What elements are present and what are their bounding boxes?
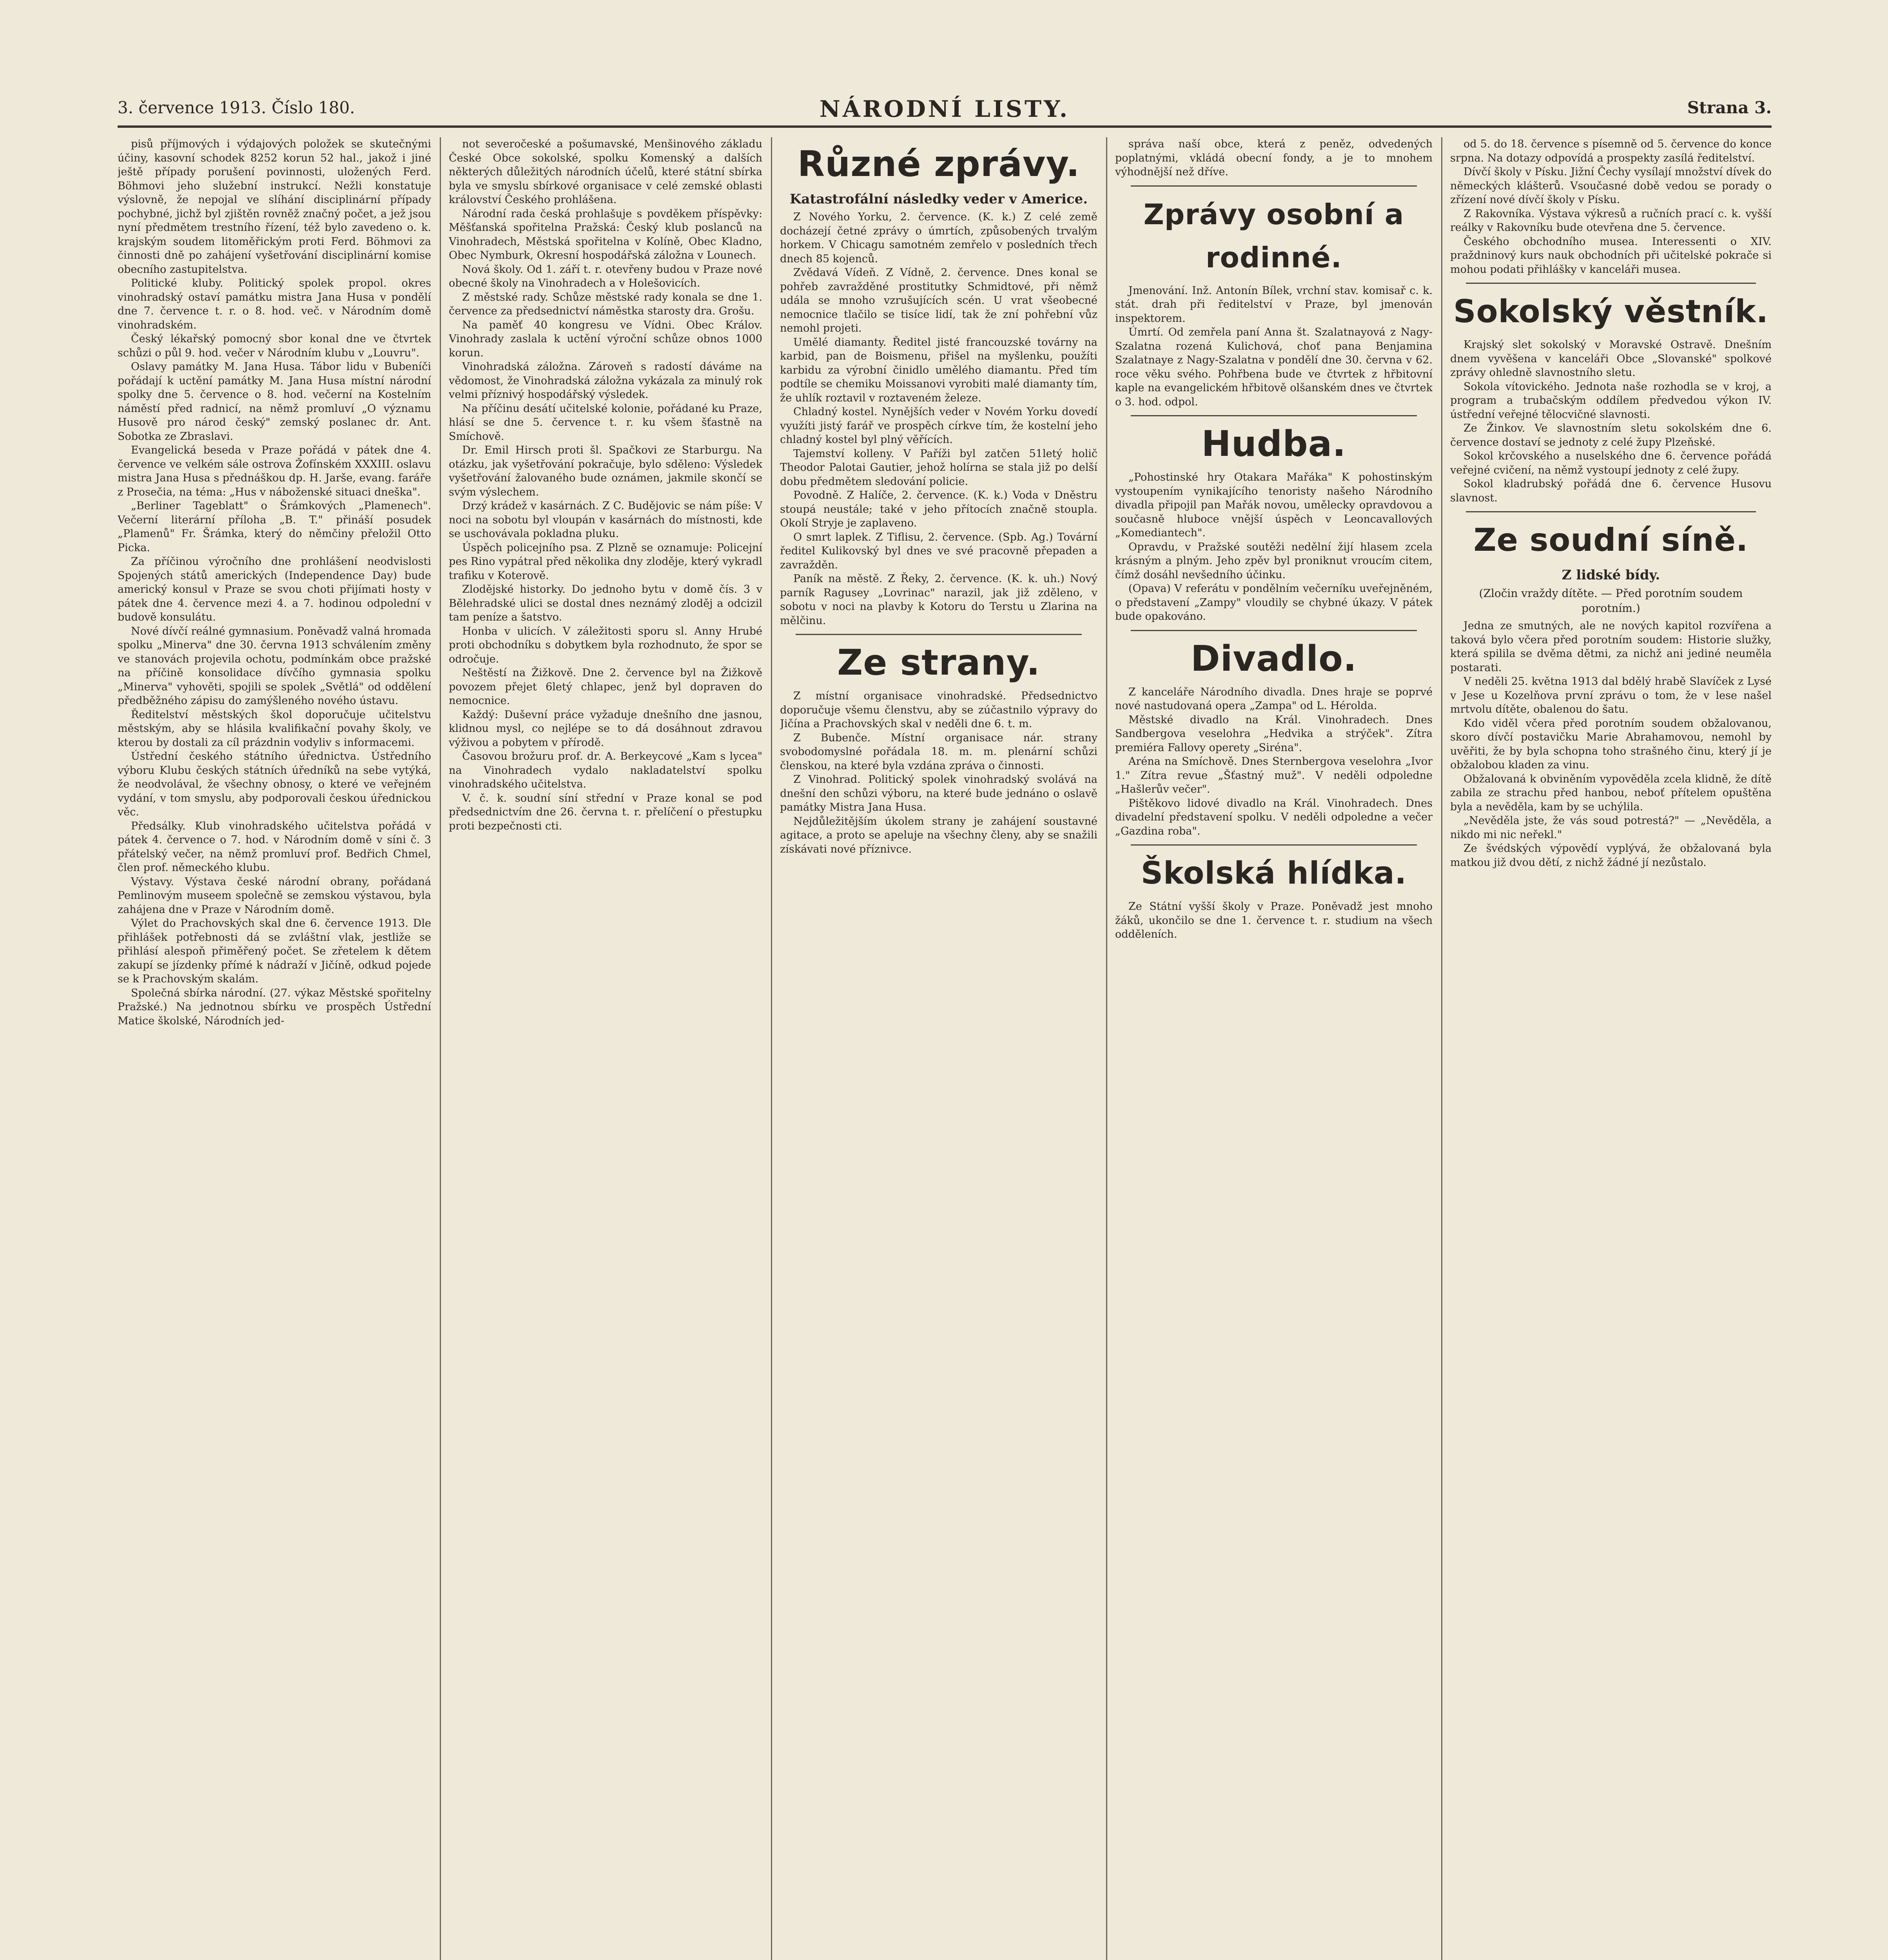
article-paragraph: Oslavy památky M. Jana Husa. Tábor lidu v Bubeníči pořádají k uctění památky M. Jana Husa místní národní spolky dne 5. července o 8. hod. večerní na Kostelním náměstí před radnicí, na němž promluví „O významu Husově pro národ český" zemský poslanec dr. Ant. Sobotka ze Zbraslavi. <box>118 361 431 443</box>
article-paragraph: Honba v ulicích. V záležitosti sporu sl. Anny Hrubé proti obchodníku s dobytkem byla rozhodnuto, že spor se odročuje. <box>449 625 762 665</box>
article-paragraph: Nejdůležitějším úkolem strany je zahájení soustavné agitace, a proto se apeluje na všechny členy, aby se snažili získávati nové příznivce. <box>780 815 1097 855</box>
article-paragraph: Každý: Duševní práce vyžaduje dnešního dne jasnou, klidnou mysl, co nejlépe se to dá dosáhnout zdravou výživou a pobytem v přírodě. <box>449 708 762 749</box>
article-paragraph: Národní rada česká prohlašuje s povděkem příspěvky: Měšťanská spořitelna Pražská: Český klub poslanců na Vinohradech, Městská spořitelna v Kolíně, Obec Kladno, Obec Nymburk, Okresní hospodářská záložna v Lounech. <box>449 207 762 261</box>
article-paragraph: Drzý krádež v kasárnách. Z C. Budějovic se nám píše: V noci na sobotu byl vloupán v kasárnách do místnosti, kde se uschovávala pokladna pluku. <box>449 500 762 540</box>
article-paragraph: Z Nového Yorku, 2. července. (K. k.) Z celé země docházejí četné zprávy o úmrtích, způsobených trvalým horkem. V Chicagu samotném zemřelo v posledních třech dnech 85 kojenců. <box>780 211 1097 265</box>
article-paragraph: Opravdu, v Pražské soutěži nedělní žijí hlasem zcela krásným a plným. Jeho zpěv byl proniknut vroucím citem, čímž dosáhl nevšedního účinku. <box>1115 541 1433 581</box>
section-heading-hudba: Hudba. <box>1201 423 1346 465</box>
section-divider <box>1131 415 1417 416</box>
article-paragraph: Z kanceláře Národního divadla. Dnes hraje se poprvé nové nastudovaná opera „Zampa" od L. Hérolda. <box>1115 686 1433 712</box>
article-paragraph: Obžalovaná k obviněním vypověděla zcela klidně, že dítě zabila ze strachu před hanbou, neboť přítelem opuštěna byla a nevěděla, kam by se uchýlila. <box>1450 773 1772 813</box>
article-paragraph: Chladný kostel. Nynějších veder v Novém Yorku dovedí využíti jistý farář ve prospěch církve tím, že kostelní jeho chladný kostel byl plný věřících. <box>780 406 1097 446</box>
article-paragraph: Evangelická beseda v Praze pořádá v pátek dne 4. července ve velkém sále ostrova Žofínském XXXIII. oslavu mistra Jana Husa s přednáškou dp. H. Jarše, evang. faráře z Prosečia, na téma: „Hus v náboženské situaci dneška". <box>118 444 431 498</box>
article-paragraph: Zlodějské historky. Do jednoho bytu v domě čís. 3 v Bělehradské ulici se dostal dnes neznámý zloděj a odcizil tam peníze a šatstvo. <box>449 583 762 623</box>
section-divider <box>796 634 1082 635</box>
column-divider <box>440 137 441 1960</box>
article-paragraph: Politické kluby. Politický spolek propol. okres vinohradský ostaví památku mistra Jana Husa v pondělí dne 7. července t. r. o 8. hod. več. v Národním domě vinohradském. <box>118 277 431 331</box>
article-paragraph: Z Rakovníka. Výstava výkresů a ručních prací c. k. vyšší reálky v Rakovníku bude otevřena dne 5. července. <box>1450 207 1772 234</box>
article-paragraph: Zvědavá Vídeň. Z Vídně, 2. července. Dnes konal se pohřeb zavražděné prostitutky Schmidtové, při němž udála se mnoho vzrušujících scén. U vrat všeobecné nemocnice tlačilo se tisíce lidí, tak že zní pohřební vůz nemohl projeti. <box>780 267 1097 334</box>
column-divider <box>1441 137 1442 1960</box>
article-paragraph: Z místní organisace vinohradské. Předsednictvo doporučuje všemu členstvu, aby se zúčastnilo výpravy do Jičína a Prachovských skal v neděli dne 6. t. m. <box>780 690 1097 730</box>
article-paragraph: Nové dívčí reálné gymnasium. Poněvadž valná hromada spolku „Minerva" dne 30. června 1913 schválením změny ve stanovách projevila ochotu, podmínkám obce pražské na příčině konsolidace dívčího gymnasia spolku „Minerva" vyhověti, spojili se spolek „Světlá" od oddělení předběžného zápisu do zamýšleného nového ústavu. <box>118 625 431 707</box>
article-paragraph: Pištěkovo lidové divadlo na Král. Vinohradech. Dnes divadelní představení spolku. V neděli odpoledne a večer „Gazdina roba". <box>1115 797 1433 837</box>
section-heading-skolska-hlidka: Školská hlídka. <box>1141 856 1407 891</box>
article-paragraph: správa naší obce, která z peněz, odvedených poplatnými, vkládá obecní fondy, a je to mnohem výhodnější než dříve. <box>1115 138 1433 178</box>
article-paragraph: pisů příjmových i výdajových položek se skutečnými účiny, kasovní schodek 8252 korun 52 hal., jakož i jiné ještě případy porušení povinnosti, uložených Ferd. Böhmovi jeho služební instrukcí. Nežli konstatuje výslovně, že nepojal ve slíhání disciplinární případy pochybné, jichž byl zjištěn rovněž značný počet, a jež jsou nyní předmětem trestního řízení, též bylo zavedeno o. k. krajským soudem litoměřickým proti Ferd. Böhmovi za činnosti dně po zahájení vyšetřování disciplinární komise obecního zastupitelstva. <box>118 138 431 276</box>
article-paragraph: Ze Žinkov. Ve slavnostním sletu sokolském dne 6. července dostaví se jednoty z celé župy Plzeňské. <box>1450 422 1772 448</box>
article-paragraph: Povodně. Z Halíče, 2. července. (K. k.) Voda v Dněstru stoupá neustále; také v jeho přítocích značně stoupla. Okolí Stryje je zaplaveno. <box>780 489 1097 529</box>
article-paragraph: Společná sbírka národní. (27. výkaz Městské spořitelny Pražské.) Na jednotnou sbírku ve prospěch Ústřední Matice školské, Národních jed- <box>118 987 431 1027</box>
article-paragraph: Sokol krčovského a nuselského dne 6. července pořádá veřejné cvičení, na němž vystoupí jednoty z celé župy. <box>1450 450 1772 476</box>
column-divider <box>771 137 772 1960</box>
issue-date: 3. července 1913. Číslo 180. <box>118 98 355 117</box>
section-heading-ze-strany: Ze strany. <box>837 642 1040 683</box>
article-paragraph: Sokol kladrubský pořádá dne 6. července Husovu slavnost. <box>1450 478 1772 504</box>
article-paragraph: Umělé diamanty. Ředitel jisté francouzské továrny na karbid, pan de Boismenu, přišel na myšlenku, použíti karbidu za výrobní činidlo umělého diamantu. Před tím podtíle se chemiku Moissanovi vyrobiti malé diamanty tím, že uhlík roztavil v roztaveném železe. <box>780 336 1097 404</box>
article-paragraph: Neštěstí na Žižkově. Dne 2. července byl na Žižkově povozem přejet 6letý chlapec, jenž byl dopraven do nemocnice. <box>449 667 762 707</box>
article-paragraph: V neděli 25. května 1913 dal bdělý hrabě Slavíček z Lysé v Jese u Kozelňova první zprávu o tom, že v lese našel mrtvolu dítěte, obalenou do šatu. <box>1450 675 1772 715</box>
article-paragraph: Z Bubenče. Místní organisace nár. strany svobodomyslné pořádala 18. m. m. plenární schůzi členskou, na které byla vzdána zpráva o činnosti. <box>780 731 1097 772</box>
article-paragraph: Ústřední českého státního úřednictva. Ústředního výboru Klubu českých státních úředníků na sebe vytýká, že neodvolával, že všechny obnosy, o které ve veřejném vydání, v tom smyslu, aby podporovali českou úřednickou věc. <box>118 750 431 818</box>
article-paragraph: Úspěch policejního psa. Z Plzně se oznamuje: Policejní pes Rino vypátral před několika dny zloděje, který vykradl trafiku v Koterově. <box>449 541 762 582</box>
article-paragraph: Výstavy. Výstava české národní obrany, pořádaná Pemlinovým museem společně se zemskou výstavou, byla zahájena dne v Praze v Národním domě. <box>118 875 431 916</box>
column-5 <box>1450 137 1772 1960</box>
article-paragraph: Z Vinohrad. Politický spolek vinohradský svolává na dnešní den schůzi výboru, na které bude jednáno o oslavě památky Mistra Jana Husa. <box>780 773 1097 813</box>
article-paragraph: „Nevěděla jste, že vás soud potrestá?" — „Nevěděla, a nikdo mi nic neřekl." <box>1450 815 1772 841</box>
column-2 <box>449 137 762 1960</box>
article-paragraph: Městské divadlo na Král. Vinohradech. Dnes Sandbergova veselohra „Hedvika a strýček". Zítra premiéra Fallovy operety „Siréna". <box>1115 713 1433 754</box>
article-paragraph: Nová školy. Od 1. září t. r. otevřeny budou v Praze nové obecné školy na Vinohradech a v Holešovicích. <box>449 263 762 289</box>
article-paragraph: Ze švédských výpovědí vyplývá, že obžalovaná byla matkou již dvou dětí, z nichž žádné jí nezůstalo. <box>1450 842 1772 869</box>
article-paragraph: Aréna na Smíchově. Dnes Sternbergova veselohra „Ivor 1." Zítra revue „Šťastný muž". V neděli odpoledne „Hašlerův večer". <box>1115 755 1433 795</box>
article-paragraph: Dívčí školy v Písku. Jižní Čechy vysílají množství dívek do německých klášterů. Vsoučasné době vedou se porady o zřízení nové dívčí školy v Písku. <box>1450 166 1772 206</box>
article-paragraph: O smrt laplek. Z Tiflisu, 2. července. (Spb. Ag.) Tovární ředitel Kulikovský byl dnes ve své pracovně přepaden a zavražděn. <box>780 531 1097 571</box>
section-heading-ze-soudni-sine: Ze soudní síně. <box>1473 522 1748 558</box>
section-heading-sokolsky-vestnik: Sokolský věstník. <box>1453 293 1769 330</box>
column-divider <box>1106 137 1107 1960</box>
article-paragraph: (Opava) V referátu v pondělním večerníku uveřejněném, o představení „Zampy" vloudily se chybné úkazy. V pátek bude opakováno. <box>1115 583 1433 622</box>
article-paragraph: Český lékařský pomocný sbor konal dne ve čtvrtek schůzi o půl 9. hod. večer v Národním klubu v „Louvru". <box>118 333 431 359</box>
section-divider <box>1131 844 1417 846</box>
article-paragraph: Jmenování. Inž. Antonín Bílek, vrchní stav. komisař c. k. stát. drah při ředitelství v Praze, byl jmenován inspektorem. <box>1115 284 1433 325</box>
page-number: Strana 3. <box>1687 98 1772 117</box>
section-heading-zpravy-osobni: Zprávy osobní a rodinné. <box>1143 198 1404 274</box>
article-paragraph: Časovou brožuru prof. dr. A. Berkeycové „Kam s lycea" na Vinohradech vydalo nakladatelství spolku vinohradského učitelstva. <box>449 750 762 790</box>
article-paragraph: V. č. k. soudní síní střední v Praze konal se pod předsednictvím dne 26. června t. r. přelíčení o přestupku proti bezpečnosti cti. <box>449 792 762 832</box>
article-paragraph: „Pohostinské hry Otakara Mařáka" K pohostinským vystoupením vynikajícího tenoristy našeho Národního divadla připojil pan Mařák novou, umělecky opravdovou a současně hluboce vnější úspěch v Leoncavallových „Komediantech". <box>1115 471 1433 539</box>
article-paragraph: od 5. do 18. července s písemně od 5. července do konce srpna. Na dotazy odpovídá a prospekty zasílá ředitelství. <box>1450 138 1772 164</box>
article-paragraph: Na příčinu desátí učitelské kolonie, pořádané ku Praze, hlásí se dne 5. července t. r. ku všem šťastně na Smíchově. <box>449 402 762 443</box>
section-divider <box>1466 283 1756 284</box>
section-divider <box>1466 511 1756 512</box>
article-paragraph: Sokola vítovického. Jednota naše rozhodla se v kroj, a program a trubačským oddílem předvedou výkon IV. ústřední veřejné tělocvičné slavnosti. <box>1450 380 1772 421</box>
article-paragraph: Vinohradská záložna. Zároveň s radostí dáváme na vědomost, že Vinohradská záložna vykázala za minulý rok velmi příznivý hospodářský výsledek. <box>449 361 762 401</box>
article-paragraph: Předsálky. Klub vinohradského učitelstva pořádá v pátek 4. července o 7. hod. v Národním domě v síni č. 3 přátelský večer, na němž promluví prof. Bedřich Chmel, člen prof. německého klubu. <box>118 820 431 874</box>
article-paragraph: Za příčinou výročního dne prohlášení neodvislosti Spojených států amerických (Independence Day) bude americký konsul v Praze se svou choti přijímati hosty v pátek dne 4. července mezi 4. a 7. hodinou odpolední v budově konsulátu. <box>118 555 431 623</box>
masthead <box>118 98 1772 128</box>
article-paragraph: Kdo viděl včera před porotním soudem obžalovanou, skoro dívčí postavičku Marie Abrahamovou, nemohl by uvěřiti, že by byla schopna toho strašného činu, který jí je obžalobou kladen za vinu. <box>1450 717 1772 771</box>
article-paragraph: Paník na městě. Z Řeky, 2. července. (K. k. uh.) Nový parník Ragusey „Lovrinac" narazil, jak již zděleno, v sobotu v noci na plavby k Kotoru do Terstu u Zlarina na mělčinu. <box>780 573 1097 627</box>
column-1 <box>118 137 431 1960</box>
article-paragraph: Ze Státní vyšší školy v Praze. Poněvadž jest mnoho žáků, ukončilo se dne 1. července t. r. studium na všech odděleních. <box>1115 900 1433 940</box>
article-paragraph: Tajemství kolleny. V Paříži byl zatčen 51letý holič Theodor Palotai Gautier, jehož holírna se stala již po delší dobu předmětem sledování policie. <box>780 447 1097 488</box>
article-paragraph: Krajský slet sokolský v Moravské Ostravě. Dnešním dnem vyvěšena v kanceláři Obce „Slovanské" spolkové zprávy ohledně slavnostního sletu. <box>1450 339 1772 379</box>
article-paragraph: Výlet do Prachovských skal dne 6. července 1913. Dle přihlášek potřebnosti dá se zvláštní vlak, jestliže se přihlásí alespoň přiměřený počet. Se zřetelem k dětem zakupí se jízdenky přímé k nádraží v Jičíně, odkud pojede se k Prachovským skalám. <box>118 917 431 985</box>
article-paragraph: Jedna ze smutných, ale ne nových kapitol rozvířena a taková bylo včera před porotním soudem: Historie služky, která spilila se dvěma dětmi, za nichž ani jediné neuměla postarati. <box>1450 620 1772 674</box>
article-paragraph: Ředitelství městských škol doporučuje učitelstvu městským, aby se hlásila kvalifikační povahy školy, ve kterou by dostali za cíl prázdnin vodyliv s informacemi. <box>118 708 431 749</box>
section-heading-ruzne-zpravy: Různé zprávy. <box>797 143 1080 185</box>
article-paragraph: „Berliner Tageblatt" o Šrámkových „Plamenech". Večerní literární příloha „B. T." přináší posudek „Plamenů" Fr. Šrámka, který do němčiny přeložil Otto Picka. <box>118 500 431 554</box>
article-paragraph: Na paměť 40 kongresu ve Vídni. Obec Králov. Vinohrady zaslala k uctění výroční schůze obnos 1000 korun. <box>449 319 762 359</box>
article-subheadline: (Zločin vraždy dítěte. — Před porotním soudem porotním.) <box>1479 587 1743 615</box>
column-4 <box>1115 137 1433 1960</box>
article-paragraph: not severočeské a pošumavské, Menšinového základu České Obce sokolské, spolku Komenský a dalších některých důležitých národních účelů, které státní sbírka byla ve smyslu sbírkové organisace v celé zemské oblasti království Českého prohlášena. <box>449 138 762 206</box>
newspaper-title: NÁRODNÍ LISTY. <box>819 96 1070 122</box>
section-heading-divadlo: Divadlo. <box>1190 638 1357 679</box>
article-headline: Z lidské bídy. <box>1562 567 1660 583</box>
section-divider <box>1131 630 1417 631</box>
section-divider <box>1131 185 1417 187</box>
article-paragraph: Úmrtí. Od zemřela paní Anna št. Szalatnayová z Nagy-Szalatna rozená Kulichová, choť pana Benjamina Szalatnaye z Nagy-Szalatna v pondělí dne 30. června v 62. roce věku svého. Pohřbena bude ve čtvrtek z hřbitovní kaple na evangelickém hřbitově olšanském dnes ve čtvrtek o 3. hod. odpol. <box>1115 326 1433 408</box>
article-paragraph: Z městské rady. Schůze městské rady konala se dne 1. července za předsednictví náměstka starosty dra. Grošu. <box>449 291 762 317</box>
article-headline: Katastrofální následky veder v Americe. <box>789 191 1088 207</box>
column-3 <box>780 137 1097 1960</box>
article-paragraph: Dr. Emil Hirsch proti šl. Spačkovi ze Starburgu. Na otázku, jak vyšetřování pokračuje, bylo sděleno: Výsledek vyšetřování žalovaného bude oznámen, jakmile skončí se svým výslechem. <box>449 444 762 498</box>
article-paragraph: Českého obchodního musea. Interessenti o XIV. praždninový kurs nauk obchodních při učitelské pokrače si mohou podati přihlášky v kanceláři musea. <box>1450 235 1772 276</box>
